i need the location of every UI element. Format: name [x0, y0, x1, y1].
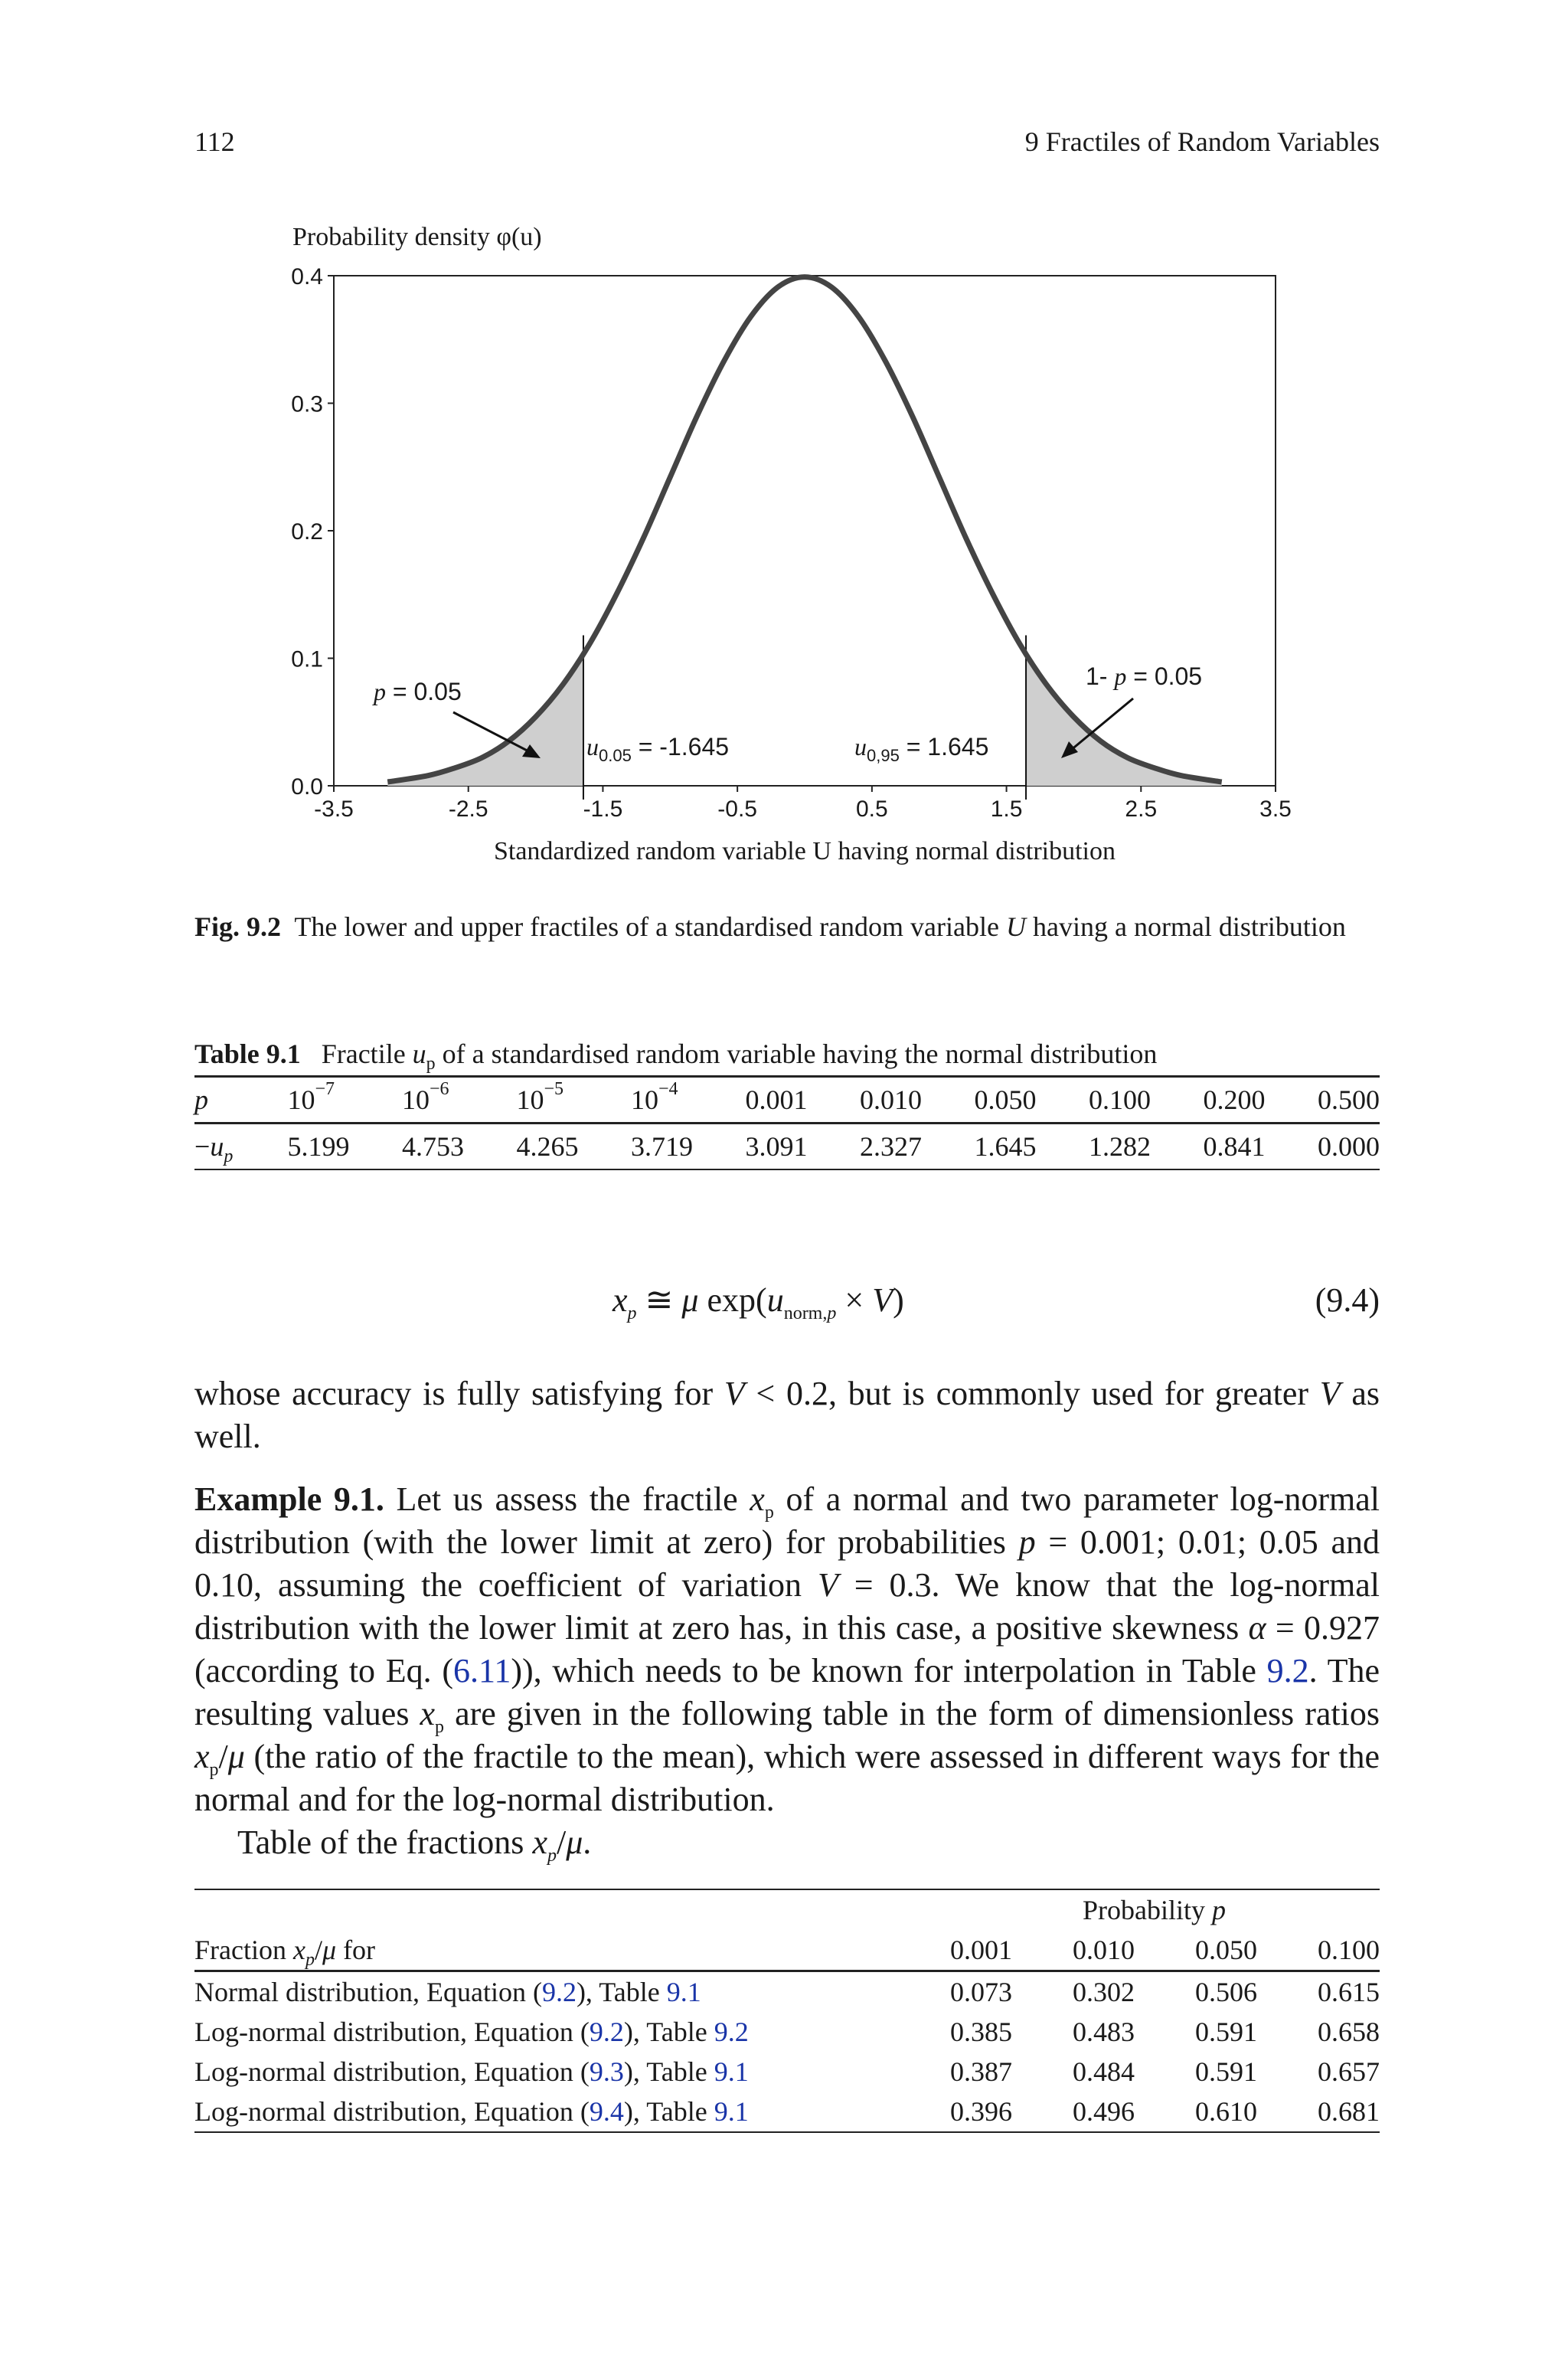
table2-cell: 0.073 — [950, 1977, 1012, 2007]
table2-cell: 0.496 — [1073, 2096, 1135, 2127]
x-tick-label: -2.5 — [448, 796, 488, 822]
table1-u-cell: 3.091 — [745, 1131, 808, 1162]
y-tick-label: 0.2 — [291, 519, 323, 545]
table1-p-cell: $10^{-4}$ — [630, 1079, 678, 1115]
y-tick-label: 0.3 — [291, 391, 323, 417]
chart-svg — [0, 0, 1568, 888]
table1-u-cell: 0.000 — [1317, 1131, 1380, 1162]
table2-cell: 0.591 — [1195, 2056, 1257, 2087]
table2-row-header: Fraction $x_p/\mu$ for — [194, 1935, 376, 1971]
table2-header-row-2 — [194, 1930, 1380, 1971]
y-tick-label: 0.1 — [291, 646, 323, 672]
table2-cell: 0.506 — [1195, 1977, 1257, 2007]
table2-row — [194, 2012, 1380, 2052]
y-axis-ticks — [291, 264, 334, 800]
table1-label: Table 9.1 — [194, 1039, 301, 1069]
table2-row-label: Log-normal distribution, Equation (9.2), Table 9.2 — [194, 2017, 749, 2047]
table2-probability-header: Probability p — [1083, 1895, 1226, 1925]
table1-u-cell: 1.645 — [974, 1131, 1037, 1162]
link-eq[interactable]: 9.3 — [589, 2056, 624, 2087]
table1-p-cell: 0.100 — [1088, 1084, 1151, 1115]
x-tick-label: -3.5 — [314, 796, 354, 822]
y-axis-label: Probability density φ(u) — [292, 223, 542, 251]
upper-fractile-annotation: $u_{0,95} = 1.645$ — [854, 733, 989, 765]
equation-number: (9.4) — [1315, 1281, 1380, 1319]
table2-cell: 0.302 — [1073, 1977, 1135, 2007]
link-table[interactable]: 9.1 — [714, 2096, 749, 2127]
table1-p-cell: $10^{-5}$ — [516, 1079, 564, 1115]
caption-var: U — [1005, 911, 1026, 942]
figure-normal-distribution — [0, 0, 1568, 888]
table2-cell: 0.396 — [950, 2096, 1012, 2127]
table1-p-cell: $10^{-6}$ — [401, 1079, 449, 1115]
link-table[interactable]: 9.1 — [714, 2056, 749, 2087]
x-tick-label: 1.5 — [990, 796, 1023, 822]
table2-prob-cell: 0.100 — [1318, 1935, 1380, 1965]
table1-u-cell: 4.265 — [516, 1131, 579, 1162]
table2-cell: 0.484 — [1073, 2056, 1135, 2087]
table1-caption-before: Fractile — [321, 1039, 413, 1069]
link-table[interactable]: 9.2 — [714, 2017, 749, 2047]
table2-cell: 0.387 — [950, 2056, 1012, 2087]
table-intro: Table of the fractions $x_p/\mu$. — [237, 1824, 592, 1866]
x-tick-label: 2.5 — [1125, 796, 1158, 822]
lower-fractile-annotation: $u_{0.05} = -1.645$ — [586, 733, 730, 765]
table1-row-p — [194, 1077, 1380, 1124]
table2-row — [194, 2052, 1380, 2092]
lower-p-annotation: p = 0.05 — [374, 678, 462, 705]
y-tick-label: 0.0 — [291, 774, 323, 800]
table1-row-u — [194, 1124, 1380, 1170]
link-eq[interactable]: 9.2 — [589, 2017, 624, 2047]
table1-p-cell: 0.050 — [974, 1084, 1037, 1115]
table1-u-cell: 1.282 — [1088, 1131, 1151, 1162]
table2-row-label: Normal distribution, Equation (9.2), Table 9.1 — [194, 1977, 701, 2007]
paragraph-accuracy: whose accuracy is fully satisfying for V < 0.2, but is commonly used for greater V as well. — [194, 1375, 1380, 1455]
x-tick-label: -1.5 — [583, 796, 623, 822]
table1-p-cell: 0.500 — [1317, 1084, 1380, 1115]
x-tick-label: 3.5 — [1259, 796, 1292, 822]
table2-cell: 0.385 — [950, 2017, 1012, 2047]
table2-cell: 0.483 — [1073, 2017, 1135, 2047]
caption-text-1: The lower and upper fractiles of a standardised random variable — [294, 911, 1006, 942]
table-fractiles — [194, 1075, 1380, 1170]
running-head-chapter-title: 9 Fractiles of Random Variables — [1024, 126, 1380, 157]
plot-frame — [334, 276, 1276, 786]
x-axis-label: Standardized random variable U having normal distribution — [493, 837, 1116, 865]
caption-text-2: having a normal distribution — [1025, 911, 1346, 942]
table2-cell: 0.657 — [1318, 2056, 1380, 2087]
x-tick-label: 0.5 — [855, 796, 888, 822]
table2-row-label: Log-normal distribution, Equation (9.4), Table 9.1 — [194, 2096, 749, 2127]
table1-p-cell: 0.001 — [745, 1084, 808, 1115]
density-curve — [387, 277, 1221, 782]
table2-cell: 0.591 — [1195, 2017, 1257, 2047]
link-table[interactable]: 9.1 — [666, 1977, 701, 2007]
fractile-lines — [583, 636, 1026, 800]
table1-u-cell: 5.199 — [287, 1131, 350, 1162]
y-tick-label: 0.4 — [291, 264, 323, 289]
table1-caption — [194, 1035, 1380, 1075]
table2-cell: 0.681 — [1318, 2096, 1380, 2127]
table2-prob-cell: 0.010 — [1073, 1935, 1135, 1965]
table1-caption-sub: p — [426, 1054, 436, 1075]
table1-caption-var: u — [412, 1039, 426, 1069]
figure-caption — [194, 908, 1380, 945]
table1-u-cell: 0.841 — [1203, 1131, 1266, 1162]
table1-u-cell: 3.719 — [630, 1131, 693, 1162]
table1-caption-after: of a standardised random variable having the normal distribution — [435, 1039, 1158, 1069]
table2-row-label: Log-normal distribution, Equation (9.3), Table 9.1 — [194, 2056, 749, 2087]
example-9-1: Example 9.1. Let us assess the fractile $x_p$ of a normal and two parameter log-normal distribution (with the lower limit at zero) for probabilities p = 0.001; 0.01; 0.05 and 0.10, assuming the coefficient of variation V = 0.3. We know that the log-normal distribution with the lower limit at zero has, in this case, a positive skewness α = 0.927 (according to Eq. (6.11)), which needs to be known for interpolation in Table 9.2. The resulting values $x_p$ are given in the following table in the form of dimensionless ratios $x_p/\mu$ (the ratio of the fractile to the mean), which were assessed in different ways for the normal and for the log-normal distribution. — [194, 1480, 1380, 1818]
figure-label: Fig. 9.2 — [194, 911, 281, 942]
table2-cell: 0.658 — [1318, 2017, 1380, 2047]
shaded-tail-0 — [387, 654, 583, 786]
link-table-9-2[interactable]: 9.2 — [1266, 1652, 1309, 1689]
table1-u-header: $-u_p$ — [194, 1131, 234, 1167]
table2-row — [194, 1971, 1380, 2013]
table2-cell: 0.615 — [1318, 1977, 1380, 2007]
equation-9-4: $x_p$ ≅ μ $\exp(u_{norm,p} \times V)$ — [612, 1281, 904, 1323]
example-label: Example 9.1. — [194, 1480, 384, 1518]
link-eq[interactable]: 9.4 — [589, 2096, 624, 2127]
table2-prob-cell: 0.001 — [950, 1935, 1012, 1965]
table1-p-header: p — [194, 1084, 208, 1115]
table1-p-cell: $10^{-7}$ — [287, 1079, 335, 1115]
table1-u-cell: 2.327 — [859, 1131, 922, 1162]
table1-u-cell: 4.753 — [401, 1131, 464, 1162]
link-eq[interactable]: 9.2 — [541, 1977, 577, 2007]
table2-cell: 0.610 — [1195, 2096, 1257, 2127]
table1-p-cell: 0.010 — [859, 1084, 922, 1115]
table-fractions — [194, 1889, 1380, 2133]
table2-prob-cell: 0.050 — [1195, 1935, 1257, 1965]
page-number: 112 — [194, 126, 235, 157]
table1-p-cell: 0.200 — [1203, 1084, 1266, 1115]
table2-row — [194, 2092, 1380, 2132]
link-eq-6-11[interactable]: 6.11 — [453, 1652, 511, 1689]
table2-header-row-1 — [194, 1889, 1380, 1930]
x-tick-label: -0.5 — [717, 796, 757, 822]
x-axis-ticks — [314, 786, 1292, 822]
upper-p-annotation: 1- p = 0.05 — [1086, 662, 1203, 690]
